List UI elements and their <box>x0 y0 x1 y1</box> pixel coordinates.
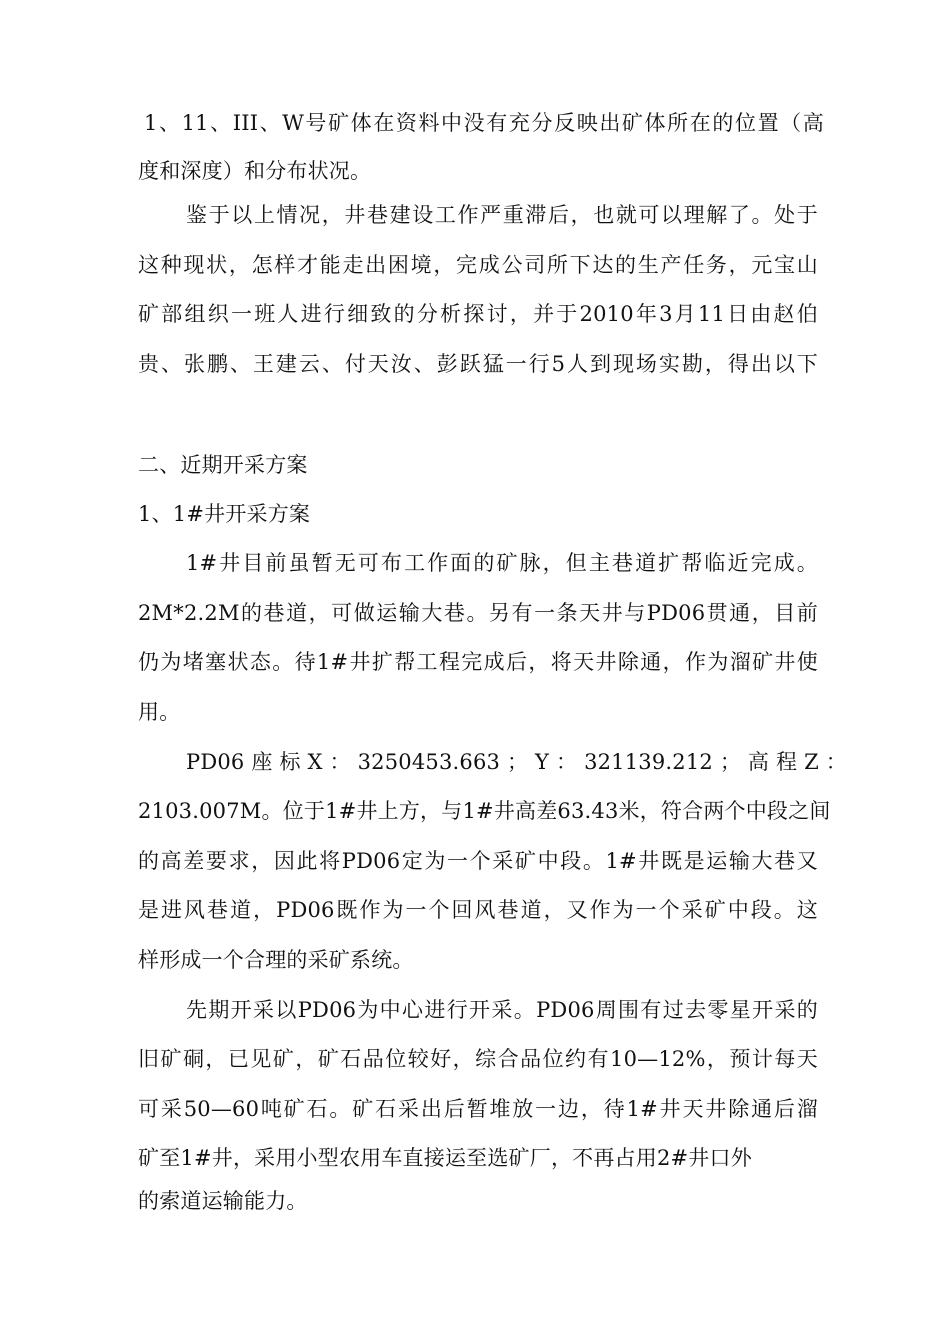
paragraph-line: 2M*2.2M的巷道，可做运输大巷。另有一条天井与PD06贯通，目前 <box>138 601 818 625</box>
paragraph-line: 先期开采以PD06为中心进行开采。PD06周围有过去零星开采的 <box>186 998 818 1022</box>
paragraph-line: 贵、张鹏、王建云、付天汝、彭跃猛一行5人到现场实勘，得出以下 <box>138 352 818 376</box>
paragraph-line: 1、11、III、W号矿体在资料中没有充分反映出矿体所在的位置（高 <box>144 111 824 135</box>
paragraph-line: 样形成一个合理的采矿系统。 <box>138 948 414 972</box>
paragraph-line: 用。 <box>138 700 181 724</box>
paragraph-line: PD06 座 标 X ： 3250453.663 ； Y ： 321139.212 ； 高 程 Z ： <box>186 750 847 774</box>
paragraph-line: 仍为堵塞状态。待1#井扩帮工程完成后，将天井除通，作为溜矿井使 <box>138 650 818 674</box>
paragraph-line: 度和深度）和分布状况。 <box>138 159 372 183</box>
paragraph-line: 的高差要求，因此将PD06定为一个采矿中段。1#井既是运输大巷又 <box>138 849 818 873</box>
paragraph-line: 可采50—60吨矿石。矿石采出后暂堆放一边，待1#井天井除通后溜 <box>138 1097 818 1121</box>
paragraph-line: 这种现状，怎样才能走出困境，完成公司所下达的生产任务，元宝山 <box>138 253 818 277</box>
section-heading: 二、近期开采方案 <box>138 453 308 477</box>
paragraph-line: 1#井目前虽暂无可布工作面的矿脉，但主巷道扩帮临近完成。 <box>186 551 818 575</box>
paragraph-line: 旧矿硐，已见矿，矿石品位较好，综合品位约有10—12%，预计每天 <box>138 1047 818 1071</box>
paragraph-line: 2103.007M。位于1#井上方，与1#井高差63.43米，符合两个中段之间 <box>138 799 831 823</box>
paragraph-line: 矿至1#井，采用小型农用车直接运至选矿厂，不再占用2#井口外 <box>138 1146 752 1170</box>
paragraph-line: 是进风巷道，PD06既作为一个回风巷道，又作为一个采矿中段。这 <box>138 898 818 922</box>
subsection-heading: 1、1#井开采方案 <box>138 502 311 526</box>
paragraph-line: 的索道运输能力。 <box>138 1189 308 1213</box>
paragraph-line: 鉴于以上情况，井巷建设工作严重滞后，也就可以理解了。处于 <box>186 203 818 227</box>
paragraph-line: 矿部组织一班人进行细致的分析探讨，并于2010年3月11日由赵伯 <box>138 302 818 326</box>
